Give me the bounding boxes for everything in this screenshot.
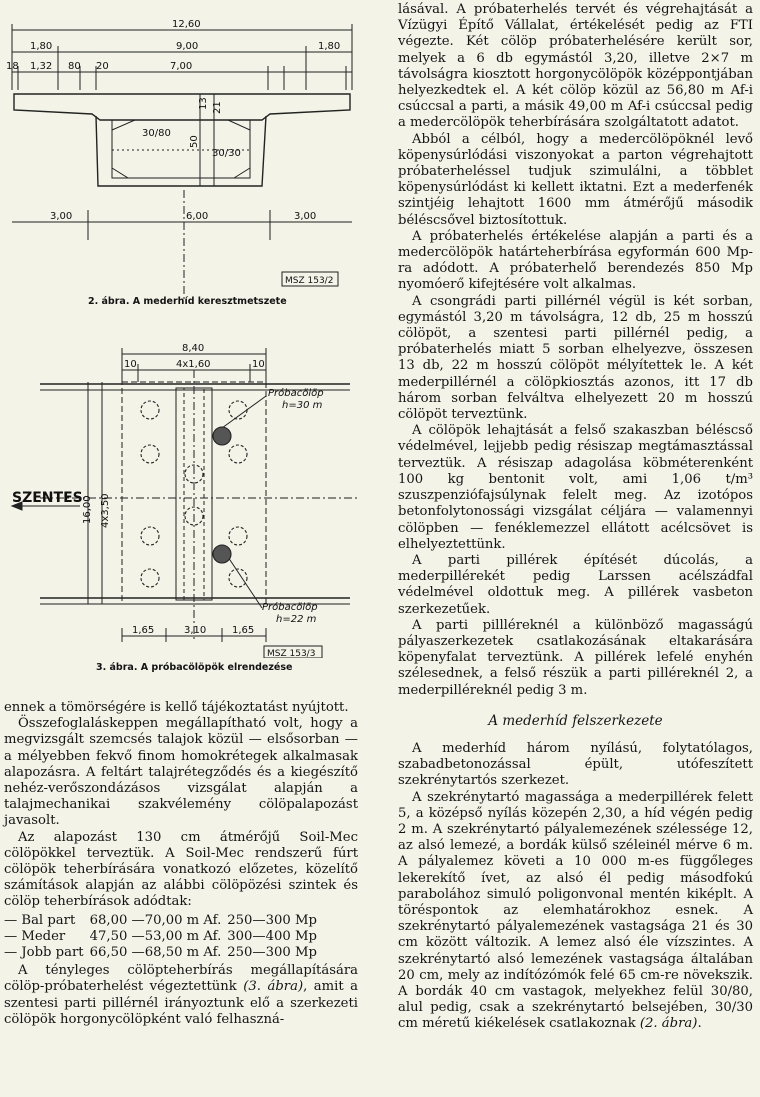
paragraph-text: A tényleges cölöpteherbírás megállapítására cölöp-próbaterhelést végeztettünk — [4, 963, 358, 995]
paragraph — [398, 790, 753, 1033]
table-row — [4, 929, 323, 945]
anchor-pile — [141, 527, 159, 545]
row-label: — Jobb part — [4, 945, 84, 961]
anchor-pile — [141, 445, 159, 463]
dim-box2: 30/30 — [212, 148, 241, 159]
anchor-pile — [141, 401, 159, 419]
probe-pile-1-depth: h=30 m — [282, 400, 323, 411]
dim-d10-right: 10 — [252, 359, 265, 370]
paragraph: A próbaterhelés értékelése alapján a parti és a medercölöpök határteherbírása egyformán 600 Mp-ra adódott. A próbaterhelő berendezés 850 Mp nyomóerő kifejtésére volt alkalmas. — [398, 228, 753, 293]
row-label: — Bal part — [4, 912, 76, 928]
anchor-pile — [229, 527, 247, 545]
dim-d700: 7,00 — [170, 61, 193, 72]
dim-box1: 30/80 — [142, 128, 171, 139]
dim-d435: 4x3,50 — [100, 493, 111, 528]
paragraph: A parti pillléreknél a különböző magasságú pályaszerkezetek csatlakozásának eltakarására köpenyfalat terveztünk. A pillérek lefelé enyhén szélesednek, a felső részük a parti pilléreknél 2, a mederpilléreknél pedig 3 m. — [398, 617, 753, 698]
dim-b310: 3,10 — [184, 625, 207, 636]
paragraph: lásával. A próbaterhelés tervét és végrehajtását a Vízügyi Építő Vállalat, értékelését pedig az FTI végezte. Két cölöp próbaterhelésére került sor, melyek a 6 db egymástól 3,20, illetve 2×7 m távolságra kiosztott horgonycölöpök középpontjában helyezkedtek el. A két cölöp közül az 56,80 m Af-i csúccsal a parti, a másik 49,00 m Af-i csúccsal pedig a medercölöpök teherbírására szolgáltatott adatot. — [398, 2, 753, 131]
row-capacity: 300—400 Mp — [227, 928, 317, 944]
dim-left-a: 1,80 — [30, 41, 53, 52]
anchor-pile — [229, 445, 247, 463]
dim-h13: 13 — [198, 97, 209, 110]
table-row — [4, 913, 323, 929]
paragraph-text: A szekrénytartó magassága a mederpillérek felett 5, a középső nyílás közepén 2,30, a híd végén pedig 2 m. A szekrénytartó pályalemezének szélessége 12, az alsó lemezé, a bordák külső széleinél mérve 6 m. A pályalemez követi a 10 000 m-es függőleges lekerekítő ívet, az alsó él pedig másodfokú parabolához simuló poligonvonal mentén kiképlt. A töréspontok az elemhatárokhoz esnek. A szekrénytartó pályalemezének vastagsága 21 és 30 cm között változik. A lemez alsó éle vízszintes. A szekrénytartó alsó lemezének vastagsága általában 20 cm, mely az indítózómók felé 65 cm-re növekszik. A bordák 40 cm vastagok, melyekhez felül 30/80, alul pedig, csak a szekrénytartó belsejében, 30/30 cm méretű kiékelések csatlakoznak — [398, 789, 753, 1032]
dim-d4x160: 4x1,60 — [176, 359, 211, 370]
dim-s300a: 3,00 — [50, 211, 73, 222]
probe-pile — [213, 545, 231, 563]
left-column — [4, 700, 358, 1028]
figure-3-pile-layout — [0, 340, 392, 658]
dim-b165b: 1,65 — [232, 625, 255, 636]
probe-pile-1-label: Próbacölöp — [268, 388, 324, 399]
paragraph: A parti pillérek építését dúcolás, a mederpillérekét pedig Larssen acélszádfal védelmével oldottuk meg. A pillérek vasbeton szerkezetűek. — [398, 552, 753, 617]
paragraph — [4, 963, 358, 1028]
section-heading: A mederhíd felszerkezete — [488, 712, 663, 729]
probe-pile-2-label: Próbacölöp — [262, 602, 318, 613]
dim-s600: 6,00 — [186, 211, 209, 222]
paragraph: A mederhíd három nyílású, folytatólagos, szabadbetonozással épült, utófeszített szekrénytartós szerkezet. — [398, 740, 753, 789]
dim-total: 12,60 — [172, 19, 201, 30]
dim-d80: 80 — [68, 61, 81, 72]
row-levels: 66,50 —68,50 m Af. — [89, 945, 222, 961]
probe-pile — [213, 427, 231, 445]
figure-ref: (2. ábra) — [639, 1016, 698, 1032]
dim-right-a: 1,80 — [318, 41, 341, 52]
table-row — [4, 945, 323, 961]
dim-d1600: 16,00 — [82, 495, 93, 524]
paragraph: A cölöpök lehajtását a felső szakaszban béléscső védelmével, lejjebb pedig résiszap megtámasztással terveztük. A résiszap adagolása köbméterenként 100 kg bentonit volt, ami 1,06 t/m³ szuszpenziófajsúlynak felelt meg. Az izotópos betonfolytonossági vizsgálat céljára — valamennyi cölöpben — fenéklemezzel ellátott acélcsövet is elhelyeztettünk. — [398, 423, 753, 552]
figure-ref: (3. ábra) — [243, 979, 304, 995]
paragraph: Abból a célból, hogy a medercölöpöknél levő köpenysúrlódási viszonyokat a parton végrehajtott próbaterheléssel tudjuk szimulálni, a többlet köpenysúrlódást ki kellett iktatni. Ezt a mederfenék szintjéig lehajtott 1600 mm átmérőjű második béléscsővel biztosítottuk. — [398, 131, 753, 228]
paragraph: A csongrádi parti pillérnél végül is két sorban, egymástól 3,20 m távolságra, 12 db, 25 m hosszú cölöpöt, a szentesi parti pillérnél pedig, a próbaterhelés miatt 5 sorban elhelyezve, összesen 13 db, 22 m hosszú cölöpöt mélyítettek le. A két mederpillérnél a cölöpkiosztás azonos, itt 17 db három sorban felváltva elhelyezett 20 m hosszú cölöpöt terveztünk. — [398, 293, 753, 423]
paragraph: ennek a tömörségére is kellő tájékoztatást nyújtott. — [4, 700, 349, 715]
dim-h21: 21 — [212, 101, 223, 114]
dim-b165a: 1,65 — [132, 625, 155, 636]
row-levels: 68,00 —70,00 m Af. — [89, 912, 222, 928]
paragraph: Összefoglaláskeppen megállapítható volt, hogy a megvizsgált szemcsés talajok közül — elsősorban — a mélyebben fekvő finom homokrétegek alkalmasak alapozásra. A feltárt talajrétegződés és a kiegészítő nehéz-verőszondázásos vizsgálat alapján a talajmechanikai szakvélemény cölöpalapozást javasolt. — [4, 716, 358, 829]
dim-w840: 8,40 — [182, 343, 205, 354]
dim-d132: 1,32 — [30, 61, 53, 72]
figure3-stamp: MSZ 153/3 — [267, 649, 316, 658]
paragraph-text: . — [697, 1016, 702, 1032]
dim-s300b: 3,00 — [294, 211, 317, 222]
paragraph: Az alapozást 130 cm átmérőjű Soil-Mec cölöpökkel terveztük. A Soil-Mec rendszerű fúrt cölöpök teherbírására vonatkozó előzetes, közelítő számítások alapján az alábbi cölöpözési szintek és cölöp teherbírások adódtak: — [4, 829, 358, 910]
bearing-capacity-table — [4, 913, 323, 962]
side-label-szentes: SZENTES — [12, 490, 83, 506]
right-column — [398, 2, 753, 1033]
row-capacity: 250—300 Mp — [227, 912, 317, 928]
figure2-stamp: MSZ 153/2 — [285, 276, 334, 286]
figure-2-cross-section — [0, 10, 380, 300]
anchor-pile — [141, 569, 159, 587]
row-capacity: 250—300 Mp — [227, 945, 317, 961]
figure-2-caption: 2. ábra. A mederhíd keresztmetszete — [88, 296, 287, 307]
dim-center: 9,00 — [176, 41, 199, 52]
probe-pile-2-depth: h=22 m — [276, 614, 317, 625]
row-levels: 47,50 —53,00 m Af. — [89, 928, 222, 944]
paragraph-text: , amit a szentesi parti pillérnél irányoztunk elő a szerkezeti cölöpök horgonycölöpként való felhaszná- — [4, 979, 358, 1027]
dim-d20: 20 — [96, 61, 109, 72]
dim-d18: 18 — [6, 61, 19, 72]
figure-3-caption: 3. ábra. A próbacölöpök elrendezése — [96, 662, 293, 673]
dim-h50: 50 — [189, 135, 200, 148]
row-label: — Meder — [4, 928, 66, 944]
dim-d10-left: 10 — [124, 359, 137, 370]
